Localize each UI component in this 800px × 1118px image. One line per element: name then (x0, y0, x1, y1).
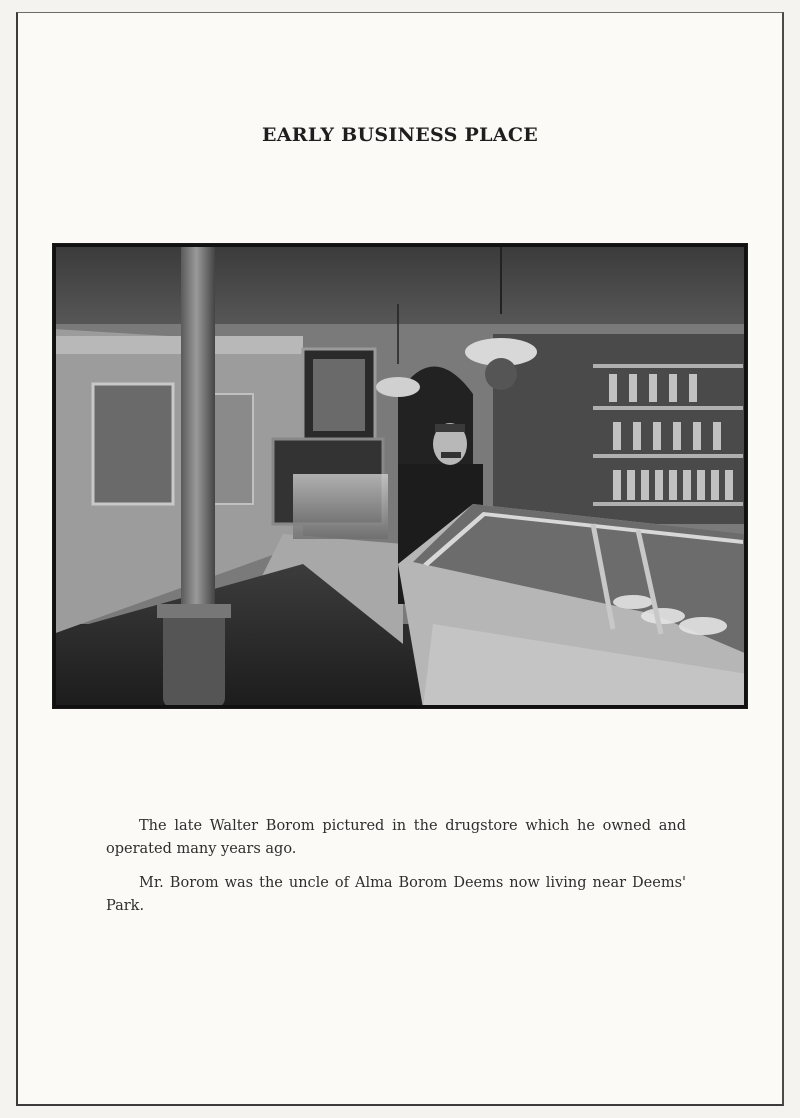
caption-paragraph-2: Mr. Borom was the uncle of Alma Borom Deems now living near Deems' Park. (106, 875, 686, 914)
caption-paragraph-1: The late Walter Borom pictured in the drugstore which he owned and operated many years ago. (106, 818, 686, 857)
drugstore-photograph (53, 244, 747, 708)
page-title: EARLY BUSINESS PLACE (261, 124, 539, 146)
photo-caption (106, 815, 686, 929)
